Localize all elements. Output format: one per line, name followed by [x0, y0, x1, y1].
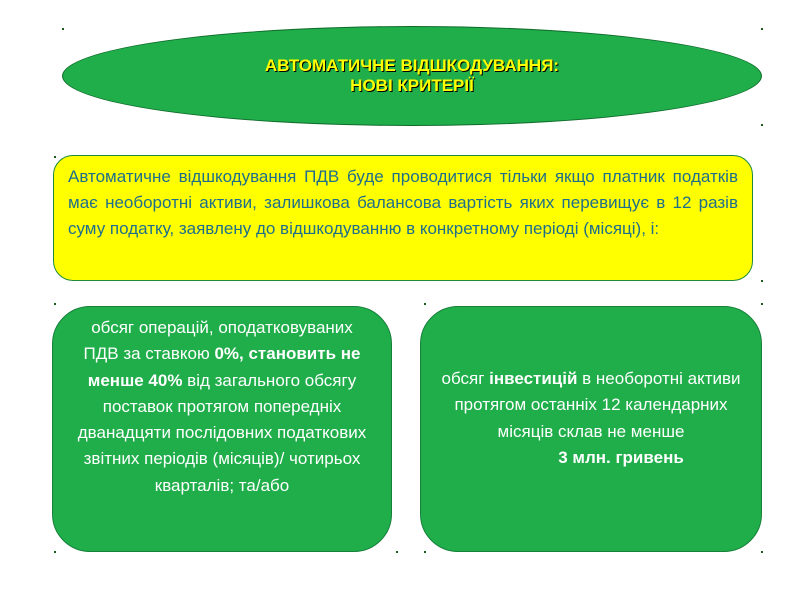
- decorative-dot: [396, 551, 398, 553]
- decorative-dot: [62, 28, 64, 30]
- intro-box: [53, 155, 753, 281]
- left-criterion-box: [52, 306, 392, 552]
- left-criterion-text: обсяг операцій, оподатковуваних ПДВ за ставкою: [83, 318, 353, 364]
- decorative-dot: [761, 280, 763, 282]
- right-criterion-text: обсяг: [441, 369, 490, 388]
- right-criterion-bold: інвестицій: [489, 369, 578, 388]
- decorative-dot: [761, 551, 763, 553]
- right-criterion-box: [420, 306, 762, 552]
- decorative-dot: [54, 551, 56, 553]
- title-line-1: АВТОМАТИЧНЕ ВІДШКОДУВАННЯ:: [264, 56, 560, 75]
- left-criterion-text-end: від загального обсягу поставок протягом попередніх дванадцяти послідовних податкових звітних періодів (місяців)/ чотирьох кварталів; та/або: [77, 370, 367, 495]
- decorative-dot: [761, 124, 763, 126]
- intro-text: Автоматичне відшкодування ПДВ буде проводитися тільки якщо платник податків має необоротні активи, залишкова балансова вартість яких перевищує в 12 разів суму податку, заявлену до відшкодуванню в конкретному періоді (місяці), і:: [68, 167, 738, 238]
- decorative-dot: [54, 156, 56, 158]
- title-oval: [62, 26, 762, 126]
- decorative-dot: [761, 303, 763, 305]
- right-criterion-text-end: в необоротні активи протягом останніх 12 календарних місяців склав не менше: [454, 369, 741, 441]
- right-criterion-amount: 3 млн. гривень: [558, 447, 684, 467]
- decorative-dot: [424, 303, 426, 305]
- decorative-dot: [54, 303, 56, 305]
- decorative-dot: [424, 551, 426, 553]
- decorative-dot: [761, 28, 763, 30]
- left-criterion-bold: 0%, становить не менше 40%: [87, 344, 361, 390]
- title-line-2: НОВІ КРИТЕРІЇ: [350, 76, 474, 95]
